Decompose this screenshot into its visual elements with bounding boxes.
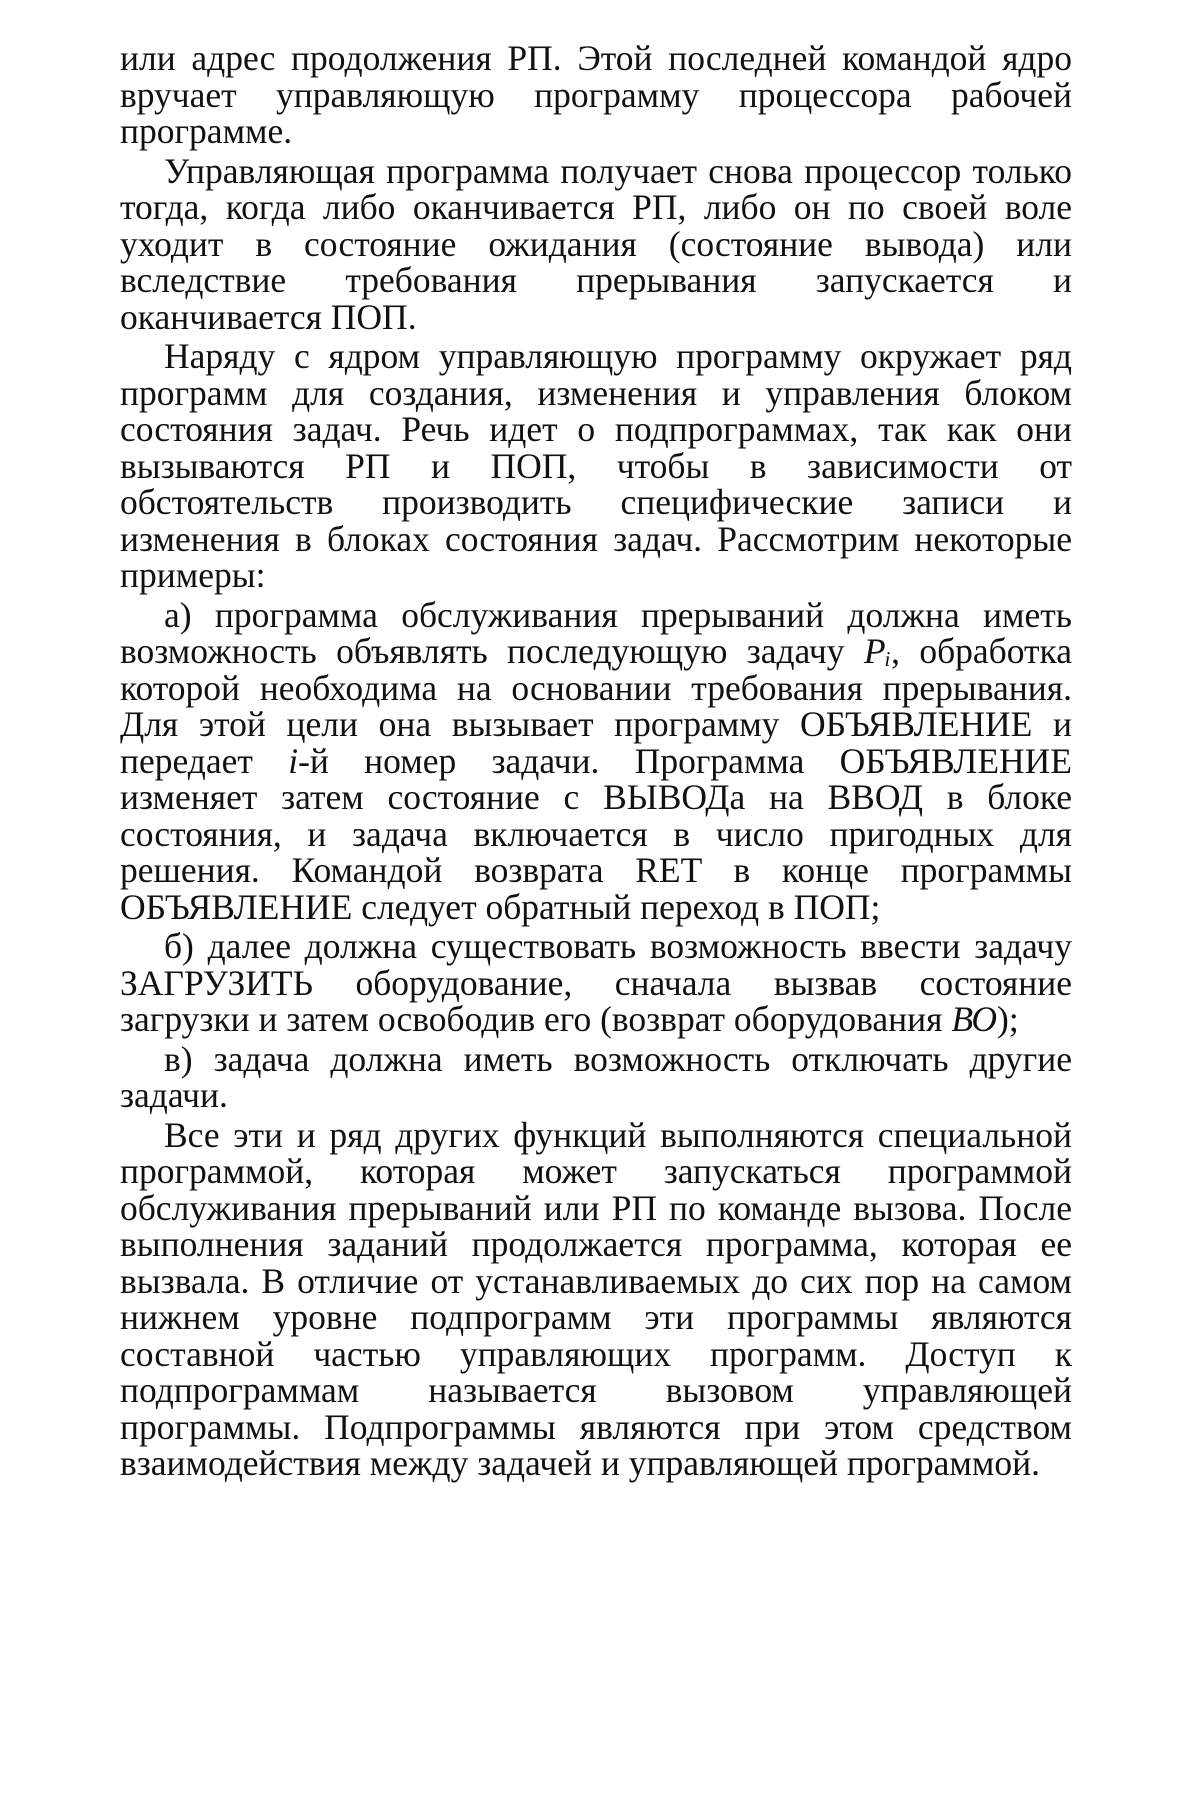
list-item-b-text-2: ); — [997, 999, 1019, 1039]
list-item-a — [120, 594, 1072, 927]
paragraph-control-program: Управляющая программа получает снова процессор только тогда, когда либо оканчивается РП, либо он по своей воле уходит в состояние ожидания (состояние вывода) или вследствие требования прерывания запускается и оканчивается ПОП. — [120, 150, 1072, 337]
list-item-a-text-1: а) программа обслуживания прерываний должна иметь возможность объявлять последующую задачу — [120, 594, 1072, 671]
paragraph-kernel-subroutines: Наряду с ядром управляющую программу окружает ряд программ для создания, изменения и управления блоком состояния задач. Речь идет о подпрограммах, так как они вызываются РП и ПОП, чтобы в зависимости от обстоятельств производить специфические записи и изменения в блоках состояния задач. Рассмотрим некоторые примеры: — [120, 336, 1072, 595]
paragraph-special-program: Все эти и ряд других функций выполняются специальной программой, которая может запускаться программой обслуживания прерываний или РП по команде вызова. После выполнения заданий продолжается программа, которая ее вызвала. В отличие от устанавливаемых до сих пор на самом нижнем уровне подпрограмм эти программы являются составной частью управляющих программ. Доступ к подпрограммам называется вызовом управляющей программы. Подпрограммы являются при этом средством взаимодействия между задачей и управляющей программой. — [120, 1114, 1072, 1483]
list-item-b-variable-vo: ВО — [951, 999, 998, 1039]
list-item-a-variable-p: Pᵢ — [863, 631, 892, 671]
list-item-c: в) задача должна иметь возможность отключать другие задачи. — [120, 1038, 1072, 1115]
list-item-a-text-3: -й номер задачи. Программа ОБЪЯВЛЕНИЕ изменяет затем состояние с ВЫВОДа на ВВОД в блоке состояния, и задача включается в число пригодных для решения. Командой возврата RET в конце программы ОБЪЯВЛЕНИЕ следует обратный переход в ПОП; — [120, 740, 1072, 927]
list-item-a-text-2: , обработка которой необходима на основании требования прерывания. Для этой цели она вызывает программу ОБЪЯВЛЕНИЕ и передает — [120, 631, 1072, 781]
paragraph-continuation: или адрес продолжения РП. Этой последней командой ядро вручает управляющую программу процессора рабочей программе. — [120, 38, 1072, 151]
list-item-b — [120, 928, 1072, 1038]
page-text — [120, 40, 1072, 1485]
list-item-b-text-1: б) далее должна существовать возможность ввести задачу ЗАГРУЗИТЬ оборудование, сначала вызвав состояние загрузки и затем освободив его (возврат оборудования — [120, 926, 1072, 1039]
list-item-a-variable-i: i — [288, 740, 299, 781]
